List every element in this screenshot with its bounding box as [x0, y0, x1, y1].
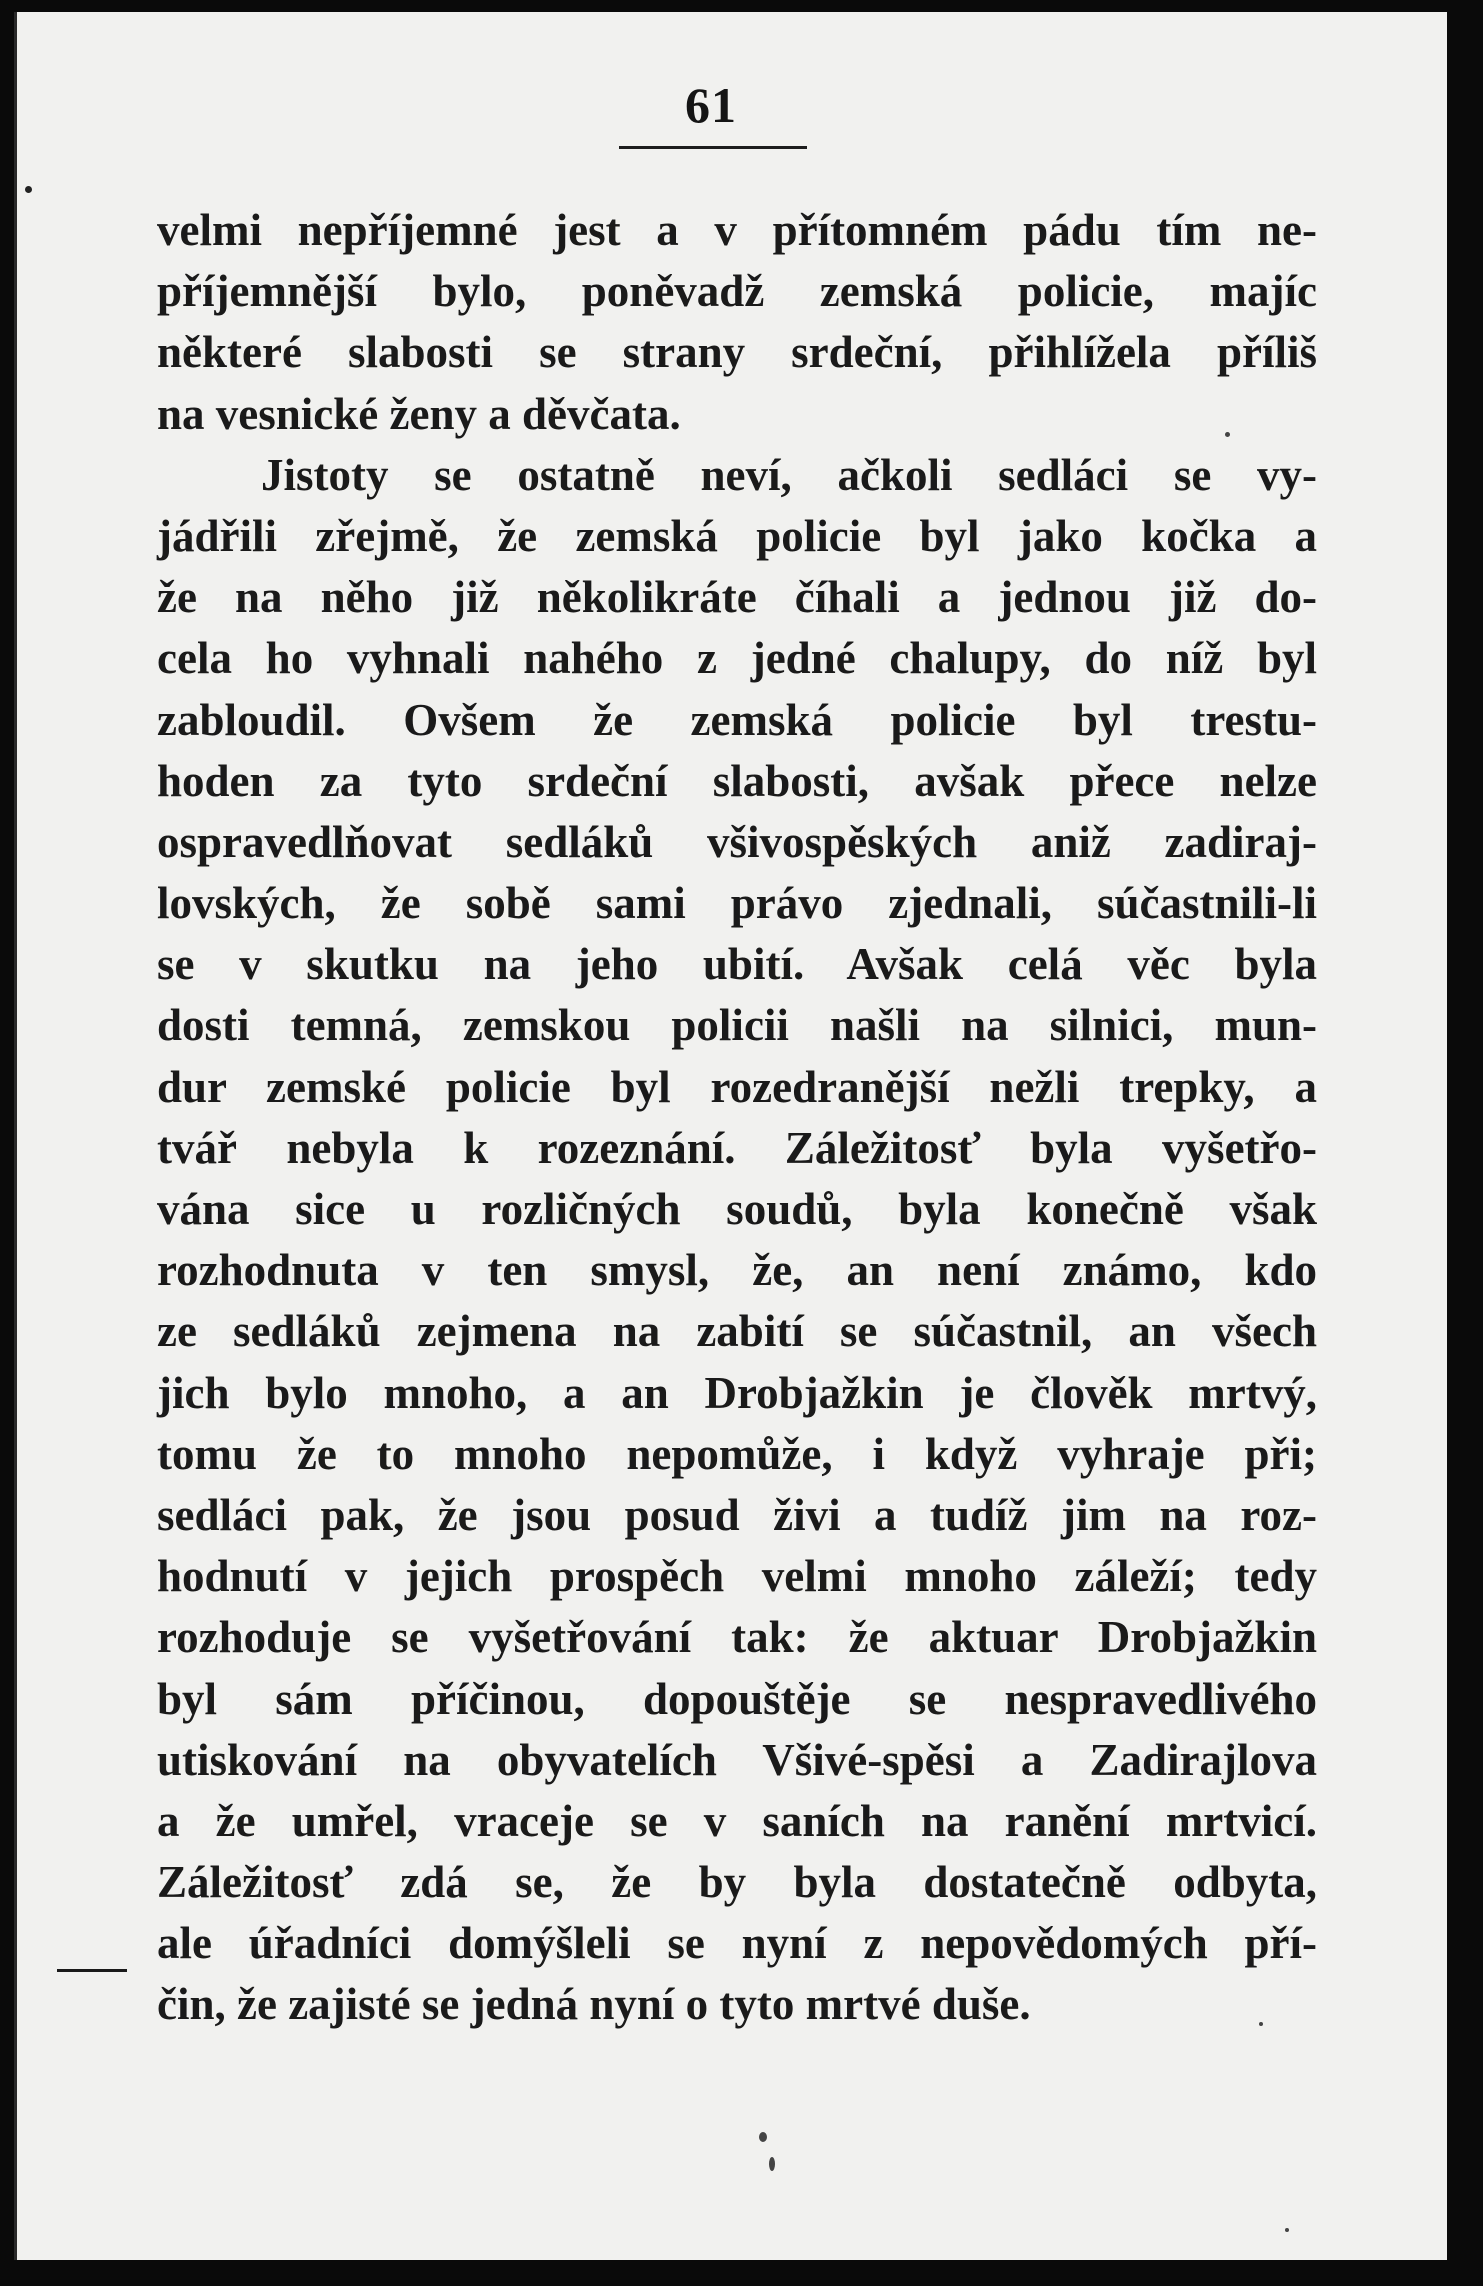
text-line: dur zemské policie byl rozedranější nežli trepky, a — [157, 1061, 1317, 1112]
text-line: utiskování na obyvatelích Všivé-spěsi a Zadirajlova — [157, 1734, 1317, 1785]
text-line: čin, že zajisté se jedná nyní o tyto mrtvé duše. — [157, 1979, 1031, 2030]
text-line: hodnutí v jejich prospěch velmi mnoho záleží; tedy — [157, 1551, 1317, 1602]
ink-speck — [759, 2132, 767, 2142]
text-line: tvář nebyla k rozeznání. Záležitosť byla vyšetřo- — [157, 1122, 1317, 1173]
text-line: hoden za tyto srdeční slabosti, avšak přece nelze — [157, 755, 1317, 806]
text-line: ale úřadníci domýšleli se nyní z nepovědomých pří- — [157, 1918, 1317, 1969]
text-line: lovských, že sobě sami právo zjednali, súčastnili-li — [157, 878, 1317, 929]
text-line: Záležitosť zdá se, že by byla dostatečně odbyta, — [157, 1857, 1317, 1908]
body-text — [157, 200, 1317, 2036]
text-line: cela ho vyhnali nahého z jedné chalupy, do níž byl — [157, 633, 1317, 684]
text-line: na vesnické ženy a děvčata. — [157, 388, 681, 439]
text-line: jádřili zřejmě, že zemská policie byl jako kočka a — [157, 510, 1317, 561]
text-line: Jistoty se ostatně neví, ačkoli sedláci se vy- — [261, 449, 1317, 500]
ink-speck — [769, 2157, 775, 2171]
margin-dot — [25, 186, 32, 193]
ink-speck — [1259, 2022, 1263, 2026]
ink-speck — [1225, 432, 1230, 437]
text-line: vána sice u rozličných soudů, byla konečně však — [157, 1184, 1317, 1234]
text-line: velmi nepříjemné jest a v přítomném pádu tím ne- — [157, 205, 1317, 255]
text-line: že na něho již několikráte číhali a jednou již do- — [157, 572, 1317, 623]
page-number-rule — [619, 146, 807, 149]
text-line: ospravedlňovat sedláků všivospěských aniž zadiraj- — [157, 816, 1317, 867]
text-line: rozhoduje se vyšetřování tak: že aktuar Drobjažkin — [157, 1612, 1317, 1663]
text-line: zabloudil. Ovšem že zemská policie byl trestu- — [157, 694, 1317, 745]
margin-dash — [57, 1969, 127, 1972]
ink-speck — [1285, 2228, 1289, 2232]
text-line: ze sedláků zejmena na zabití se súčastnil, an všech — [157, 1306, 1317, 1357]
text-line: se v skutku na jeho ubití. Avšak celá věc byla — [157, 939, 1317, 990]
page-number: 61 — [685, 77, 737, 133]
text-line: rozhodnuta v ten smysl, že, an není známo, kdo — [157, 1245, 1317, 1296]
text-line: a že umřel, vraceje se v saních na ranění mrtvicí. — [157, 1795, 1317, 1846]
text-line: dosti temná, zemskou policii našli na silnici, mun- — [157, 1000, 1317, 1051]
text-line: sedláci pak, že jsou posud živi a tudíž jim na roz- — [157, 1489, 1317, 1540]
book-page — [14, 12, 1447, 2260]
text-line: příjemnější bylo, poněvadž zemská policie, majíc — [157, 266, 1317, 317]
text-line: byl sám příčinou, dopouštěje se nespravedlivého — [157, 1673, 1317, 1724]
text-line: některé slabosti se strany srdeční, přihlížela příliš — [157, 327, 1317, 378]
text-line: jich bylo mnoho, a an Drobjažkin je člověk mrtvý, — [157, 1367, 1317, 1418]
text-line: tomu že to mnoho nepomůže, i když vyhraje při; — [157, 1428, 1317, 1479]
